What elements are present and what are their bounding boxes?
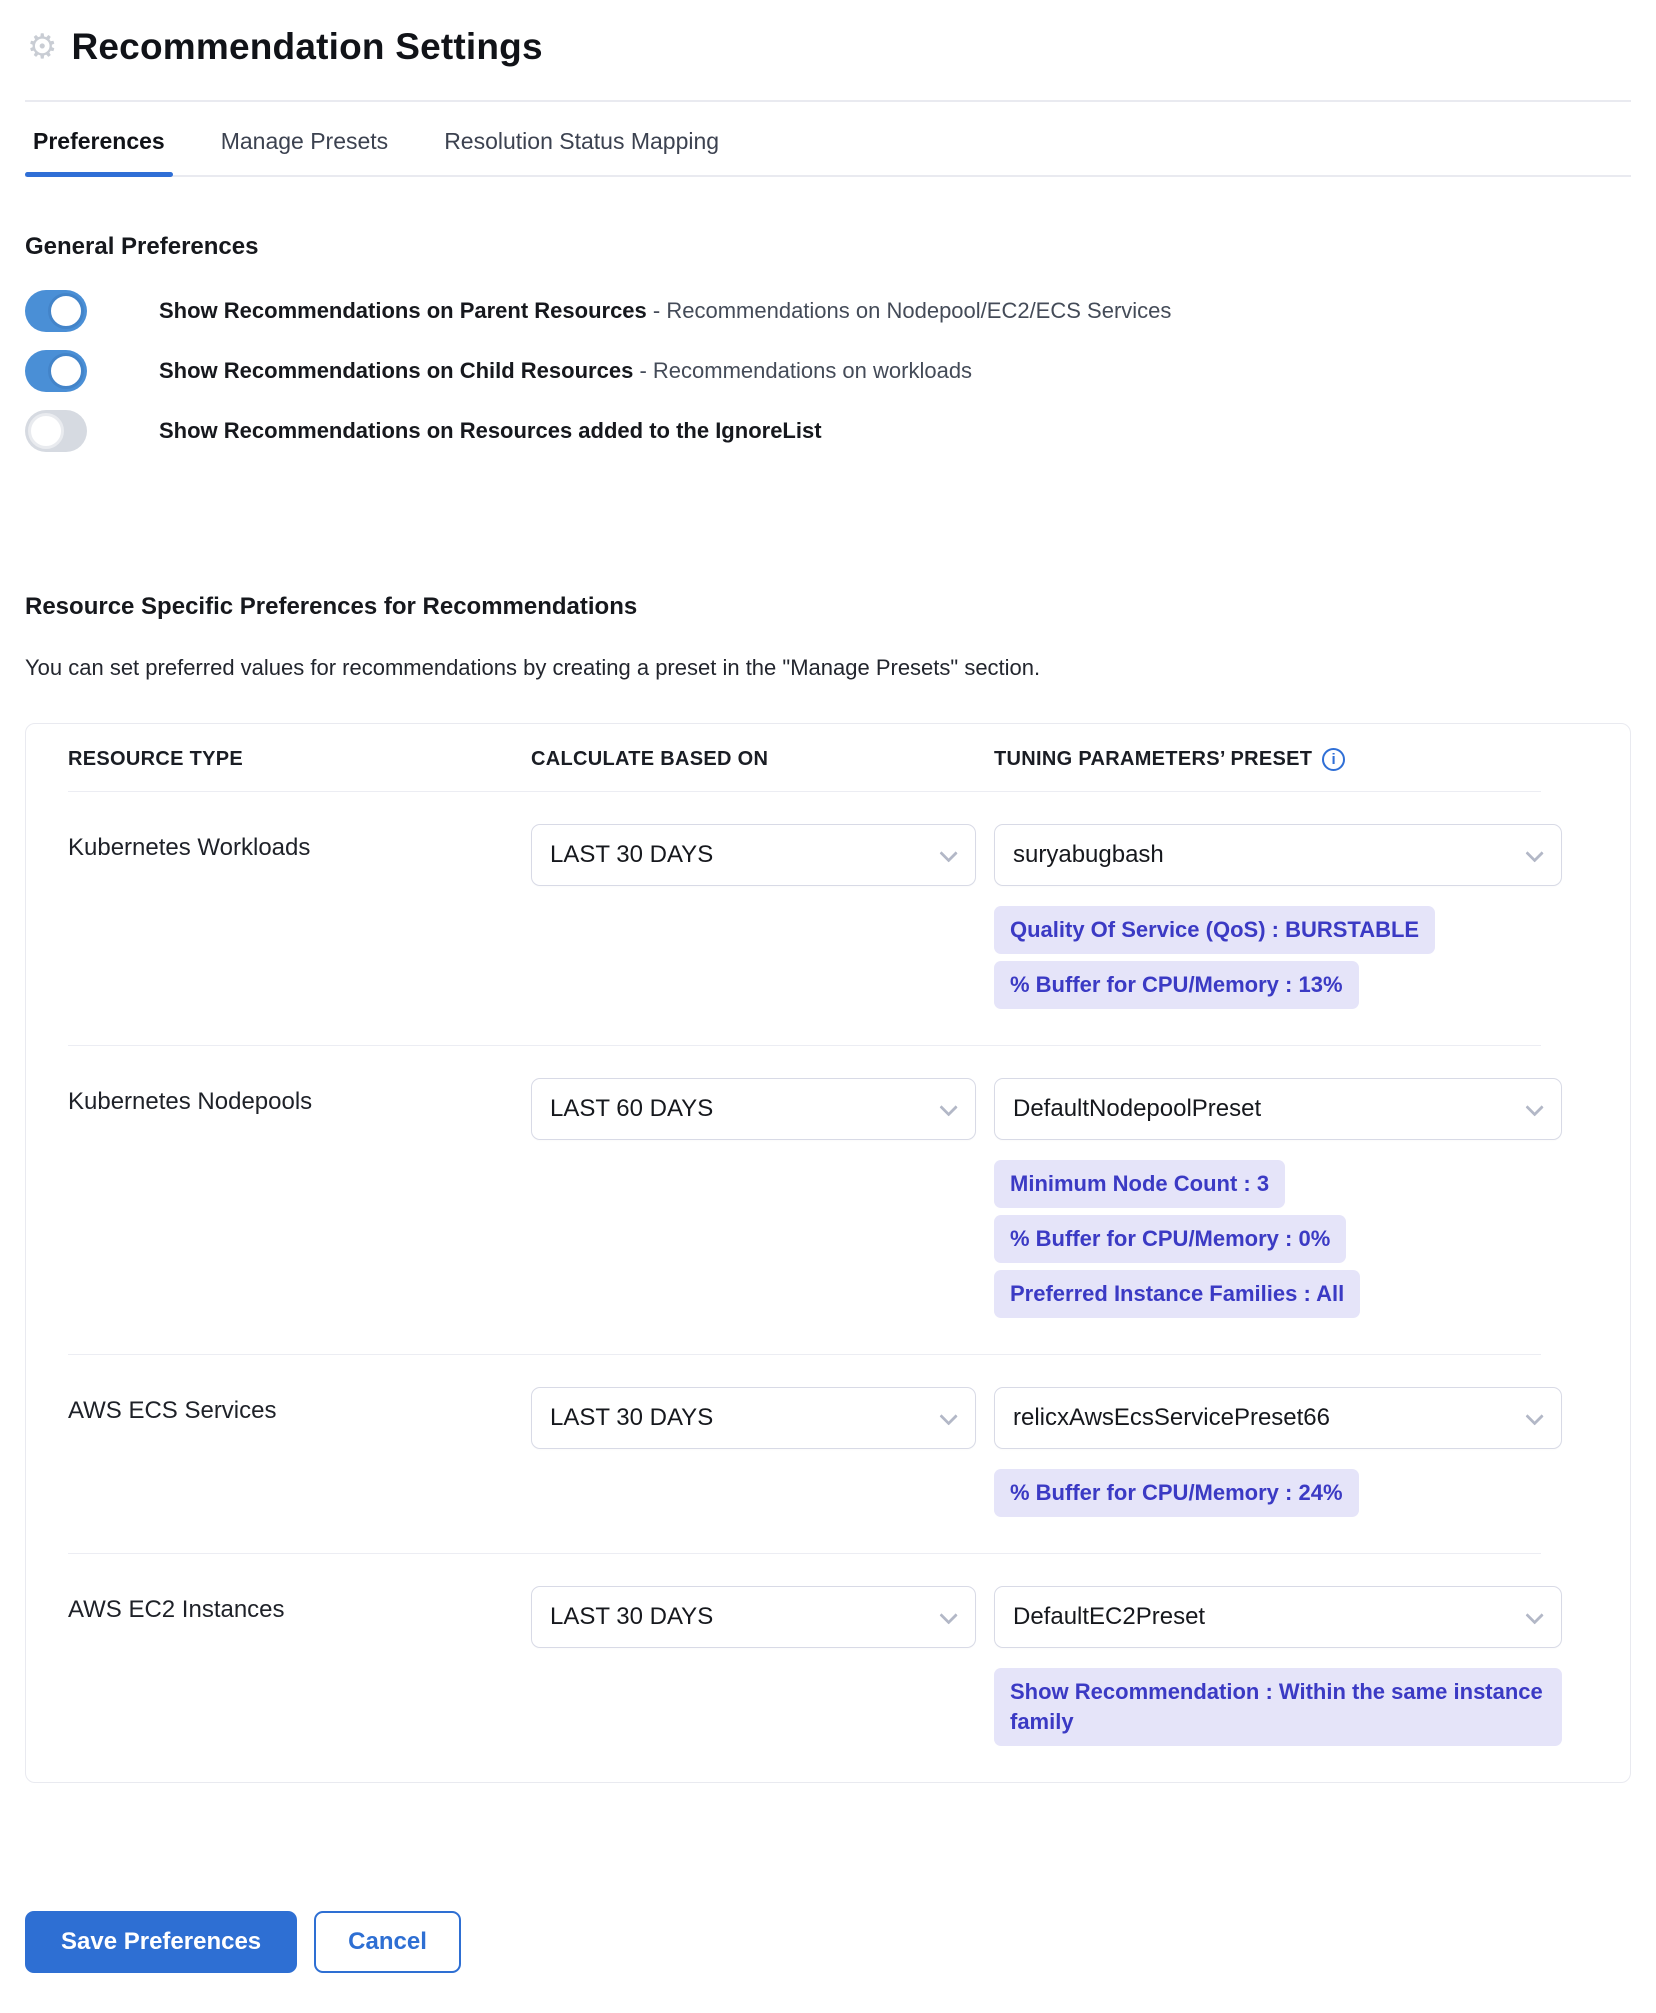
settings-tabs: [25, 102, 1631, 177]
resource-specific-description: You can set preferred values for recommendations by creating a preset in the "Manage Presets" section.: [25, 655, 1041, 680]
chevron-down-icon: [1525, 1407, 1543, 1425]
preset-select-kubernetes-workloads[interactable]: suryabugbash: [994, 824, 1562, 886]
toggle-row-ignorelist-resources: [25, 409, 1631, 453]
preset-tag: Show Recommendation : Within the same instance family: [994, 1668, 1562, 1746]
toggle-show-child-recommendations[interactable]: [25, 350, 87, 392]
toggle-description: Recommendations on workloads: [652, 358, 973, 383]
toggle-label: Show Recommendations on Parent Resources: [159, 298, 647, 323]
cancel-button[interactable]: Cancel: [314, 1911, 461, 1973]
page-header: [25, 26, 1631, 68]
chevron-down-icon: [1525, 844, 1543, 862]
column-header-resource-type: RESOURCE TYPE: [68, 748, 244, 770]
toggle-description: Recommendations on Nodepool/EC2/ECS Services: [666, 298, 1172, 323]
preset-select-aws-ec2-instances[interactable]: DefaultEC2Preset: [994, 1586, 1562, 1648]
page-title: Recommendation Settings: [71, 26, 543, 67]
toggle-knob: [28, 413, 64, 449]
resource-type-label: AWS EC2 Instances: [68, 1596, 285, 1623]
chevron-down-icon: [939, 1606, 957, 1624]
preset-select-kubernetes-nodepools[interactable]: DefaultNodepoolPreset: [994, 1078, 1562, 1140]
toggle-label: Show Recommendations on Child Resources: [159, 358, 634, 383]
table-row-aws-ec2-instances: [68, 1554, 1541, 1782]
toggle-knob: [48, 293, 84, 329]
footer-actions: [25, 1911, 1631, 1973]
calculate-based-on-select-aws-ecs-services[interactable]: LAST 30 DAYS: [531, 1387, 976, 1449]
table-header-row: [68, 724, 1541, 792]
preset-select-aws-ecs-services[interactable]: relicxAwsEcsServicePreset66: [994, 1387, 1562, 1449]
preset-tag: % Buffer for CPU/Memory : 13%: [994, 961, 1359, 1009]
preset-tag: Quality Of Service (QoS) : BURSTABLE: [994, 906, 1435, 954]
toggle-row-parent-resources: [25, 289, 1631, 333]
general-preferences-heading: General Preferences: [25, 233, 259, 260]
tab-preferences[interactable]: Preferences: [25, 118, 173, 175]
resource-specific-heading: Resource Specific Preferences for Recommendations: [25, 593, 638, 620]
column-header-tuning-preset: TUNING PARAMETERS’ PRESET i: [994, 748, 1562, 771]
preset-tag: Minimum Node Count : 3: [994, 1160, 1285, 1208]
chevron-down-icon: [939, 844, 957, 862]
preset-tag: % Buffer for CPU/Memory : 0%: [994, 1215, 1346, 1263]
preset-tag: Preferred Instance Families : All: [994, 1270, 1360, 1318]
toggle-label: Show Recommendations on Resources added to the IgnoreList: [159, 418, 822, 443]
tab-resolution-status-mapping[interactable]: Resolution Status Mapping: [444, 128, 720, 154]
toggle-separator: -: [652, 298, 661, 323]
calculate-based-on-select-kubernetes-workloads[interactable]: LAST 30 DAYS: [531, 824, 976, 886]
calculate-based-on-select-aws-ec2-instances[interactable]: LAST 30 DAYS: [531, 1586, 976, 1648]
chevron-down-icon: [1525, 1098, 1543, 1116]
calculate-based-on-select-kubernetes-nodepools[interactable]: LAST 60 DAYS: [531, 1078, 976, 1140]
table-row-kubernetes-workloads: [68, 792, 1541, 1046]
toggle-separator: -: [639, 358, 647, 383]
preset-tag: % Buffer for CPU/Memory : 24%: [994, 1469, 1359, 1517]
chevron-down-icon: [939, 1098, 957, 1116]
table-row-kubernetes-nodepools: [68, 1046, 1541, 1355]
save-preferences-button[interactable]: Save Preferences: [25, 1911, 297, 1973]
table-row-aws-ecs-services: [68, 1355, 1541, 1554]
chevron-down-icon: [939, 1407, 957, 1425]
toggle-row-child-resources: [25, 349, 1631, 393]
toggle-show-parent-recommendations[interactable]: [25, 290, 87, 332]
resource-type-label: Kubernetes Nodepools: [68, 1088, 313, 1115]
toggle-show-ignorelist-recommendations[interactable]: [25, 410, 87, 452]
resource-specific-section: [25, 593, 1631, 1783]
resource-preferences-table: [25, 723, 1631, 1783]
settings-gear-icon: ⚙: [27, 28, 58, 66]
column-header-calculate-based-on: CALCULATE BASED ON: [531, 748, 769, 770]
resource-type-label: Kubernetes Workloads: [68, 834, 311, 861]
resource-type-label: AWS ECS Services: [68, 1397, 277, 1424]
toggle-knob: [48, 353, 84, 389]
tab-manage-presets[interactable]: Manage Presets: [220, 128, 389, 154]
info-icon[interactable]: i: [1322, 748, 1345, 771]
general-preferences-section: [25, 233, 1631, 453]
chevron-down-icon: [1525, 1606, 1543, 1624]
